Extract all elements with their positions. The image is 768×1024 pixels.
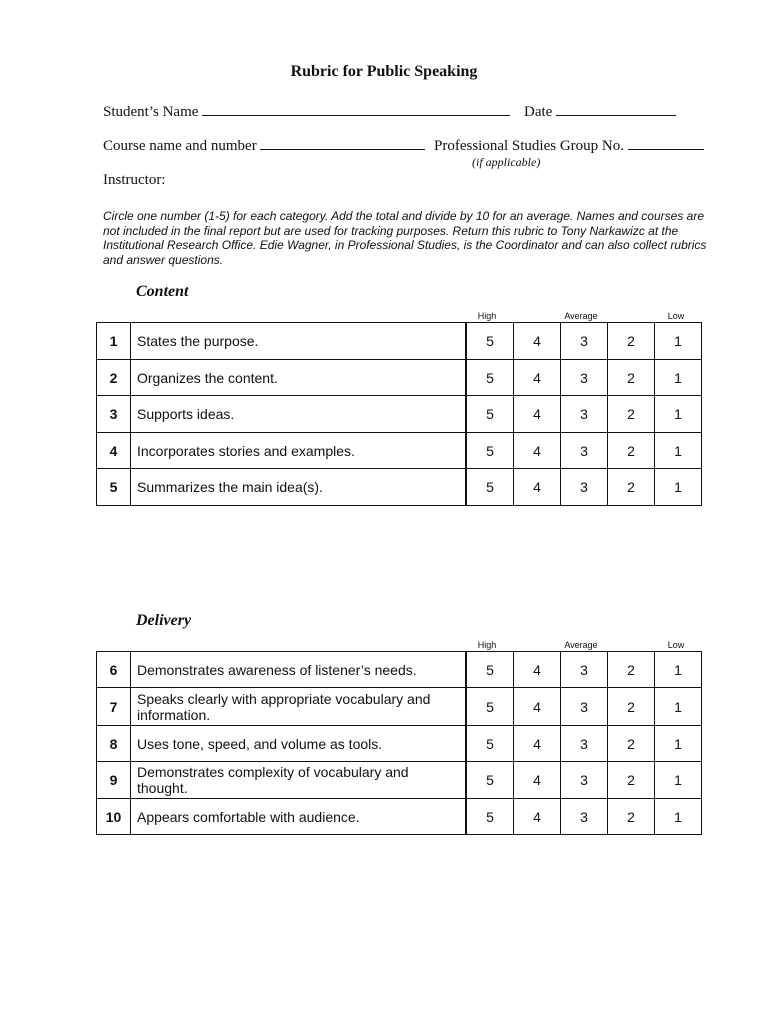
rubric-row — [97, 762, 702, 799]
row-number: 10 — [97, 799, 131, 835]
date-line — [524, 103, 676, 121]
score-option[interactable]: 2 — [608, 726, 655, 762]
group-field[interactable] — [628, 137, 704, 150]
score-option[interactable]: 4 — [514, 433, 561, 469]
score-option[interactable]: 3 — [561, 688, 608, 726]
criterion-text: Uses tone, speed, and volume as tools. — [131, 726, 467, 762]
score-option[interactable]: 3 — [561, 726, 608, 762]
score-option[interactable]: 3 — [561, 433, 608, 469]
score-option[interactable]: 5 — [466, 652, 514, 688]
score-option[interactable]: 4 — [514, 726, 561, 762]
score-option[interactable]: 5 — [466, 799, 514, 835]
score-option[interactable]: 1 — [655, 726, 702, 762]
score-option[interactable]: 5 — [466, 762, 514, 799]
score-option[interactable]: 5 — [466, 726, 514, 762]
score-option[interactable]: 4 — [514, 323, 561, 360]
criterion-text: Organizes the content. — [131, 360, 467, 396]
score-option[interactable]: 1 — [655, 652, 702, 688]
scale-average-label: Average — [564, 640, 598, 650]
row-number: 8 — [97, 726, 131, 762]
rubric-row — [97, 360, 702, 396]
score-option[interactable]: 1 — [655, 799, 702, 835]
score-option[interactable]: 4 — [514, 652, 561, 688]
criterion-text: Incorporates stories and examples. — [131, 433, 467, 469]
score-option[interactable]: 2 — [608, 396, 655, 433]
score-option[interactable]: 5 — [466, 323, 514, 360]
score-option[interactable]: 3 — [561, 323, 608, 360]
score-option[interactable]: 1 — [655, 688, 702, 726]
row-number: 6 — [97, 652, 131, 688]
document-title: Rubric for Public Speaking — [290, 63, 478, 80]
score-option[interactable]: 2 — [608, 469, 655, 506]
scale-high-label: High — [477, 640, 497, 650]
score-option[interactable]: 3 — [561, 396, 608, 433]
score-option[interactable]: 2 — [608, 360, 655, 396]
score-option[interactable]: 5 — [466, 688, 514, 726]
rubric-row — [97, 726, 702, 762]
student-name-label: Student’s Name — [103, 104, 199, 120]
instructions-text: Circle one number (1-5) for each category. Add the total and divide by 10 for an average. Names and courses are not included in the final report but are used for tracking purposes. Return this rubric to Tony Narkawizc at the Institutional Research Office. Edie Wagner, in Professional Studies, is the Coordinator and can also collect rubrics and answer questions. — [103, 209, 707, 268]
criterion-text: Demonstrates complexity of vocabulary and thought. — [131, 762, 467, 799]
scale-low-label: Low — [667, 640, 685, 650]
content-rubric-table — [96, 322, 702, 506]
row-number: 9 — [97, 762, 131, 799]
scale-high-label: High — [477, 311, 497, 321]
row-number: 2 — [97, 360, 131, 396]
group-line — [434, 137, 704, 155]
student-name-field[interactable] — [202, 103, 510, 116]
score-option[interactable]: 1 — [655, 360, 702, 396]
rubric-row — [97, 688, 702, 726]
score-option[interactable]: 3 — [561, 469, 608, 506]
score-option[interactable]: 2 — [608, 799, 655, 835]
course-field[interactable] — [260, 137, 425, 150]
score-option[interactable]: 4 — [514, 360, 561, 396]
criterion-text: Supports ideas. — [131, 396, 467, 433]
score-option[interactable]: 5 — [466, 433, 514, 469]
group-label: Professional Studies Group No. — [434, 138, 624, 154]
score-option[interactable]: 5 — [466, 396, 514, 433]
delivery-rubric-table — [96, 651, 702, 835]
score-option[interactable]: 1 — [655, 323, 702, 360]
course-label: Course name and number — [103, 138, 257, 154]
criterion-text: Summarizes the main idea(s). — [131, 469, 467, 506]
rubric-row — [97, 323, 702, 360]
date-field[interactable] — [556, 103, 676, 116]
criterion-text: States the purpose. — [131, 323, 467, 360]
score-option[interactable]: 3 — [561, 799, 608, 835]
score-option[interactable]: 4 — [514, 396, 561, 433]
score-option[interactable]: 1 — [655, 762, 702, 799]
score-option[interactable]: 2 — [608, 433, 655, 469]
score-option[interactable]: 4 — [514, 762, 561, 799]
rubric-row — [97, 396, 702, 433]
score-option[interactable]: 1 — [655, 433, 702, 469]
score-option[interactable]: 5 — [466, 360, 514, 396]
score-option[interactable]: 3 — [561, 360, 608, 396]
rubric-row — [97, 433, 702, 469]
score-option[interactable]: 1 — [655, 469, 702, 506]
rubric-row — [97, 652, 702, 688]
criterion-text: Appears comfortable with audience. — [131, 799, 467, 835]
score-option[interactable]: 2 — [608, 688, 655, 726]
row-number: 1 — [97, 323, 131, 360]
section-title-content: Content — [136, 283, 189, 300]
score-option[interactable]: 5 — [466, 469, 514, 506]
rubric-row — [97, 799, 702, 835]
row-number: 4 — [97, 433, 131, 469]
score-option[interactable]: 2 — [608, 323, 655, 360]
instructor-label: Instructor: — [103, 172, 166, 188]
score-option[interactable]: 3 — [561, 762, 608, 799]
student-name-line — [103, 103, 510, 121]
score-option[interactable]: 4 — [514, 469, 561, 506]
score-option[interactable]: 4 — [514, 799, 561, 835]
score-option[interactable]: 4 — [514, 688, 561, 726]
course-line — [103, 137, 425, 155]
rubric-row — [97, 469, 702, 506]
if-applicable-note: (if applicable) — [472, 155, 541, 169]
row-number: 3 — [97, 396, 131, 433]
scale-average-label: Average — [564, 311, 598, 321]
score-option[interactable]: 3 — [561, 652, 608, 688]
date-label: Date — [524, 104, 553, 120]
score-option[interactable]: 2 — [608, 652, 655, 688]
criterion-text: Demonstrates awareness of listener’s needs. — [131, 652, 467, 688]
section-title-delivery: Delivery — [136, 612, 192, 629]
criterion-text: Speaks clearly with appropriate vocabulary and information. — [131, 688, 467, 726]
row-number: 7 — [97, 688, 131, 726]
score-option[interactable]: 1 — [655, 396, 702, 433]
scale-low-label: Low — [667, 311, 685, 321]
score-option[interactable]: 2 — [608, 762, 655, 799]
row-number: 5 — [97, 469, 131, 506]
